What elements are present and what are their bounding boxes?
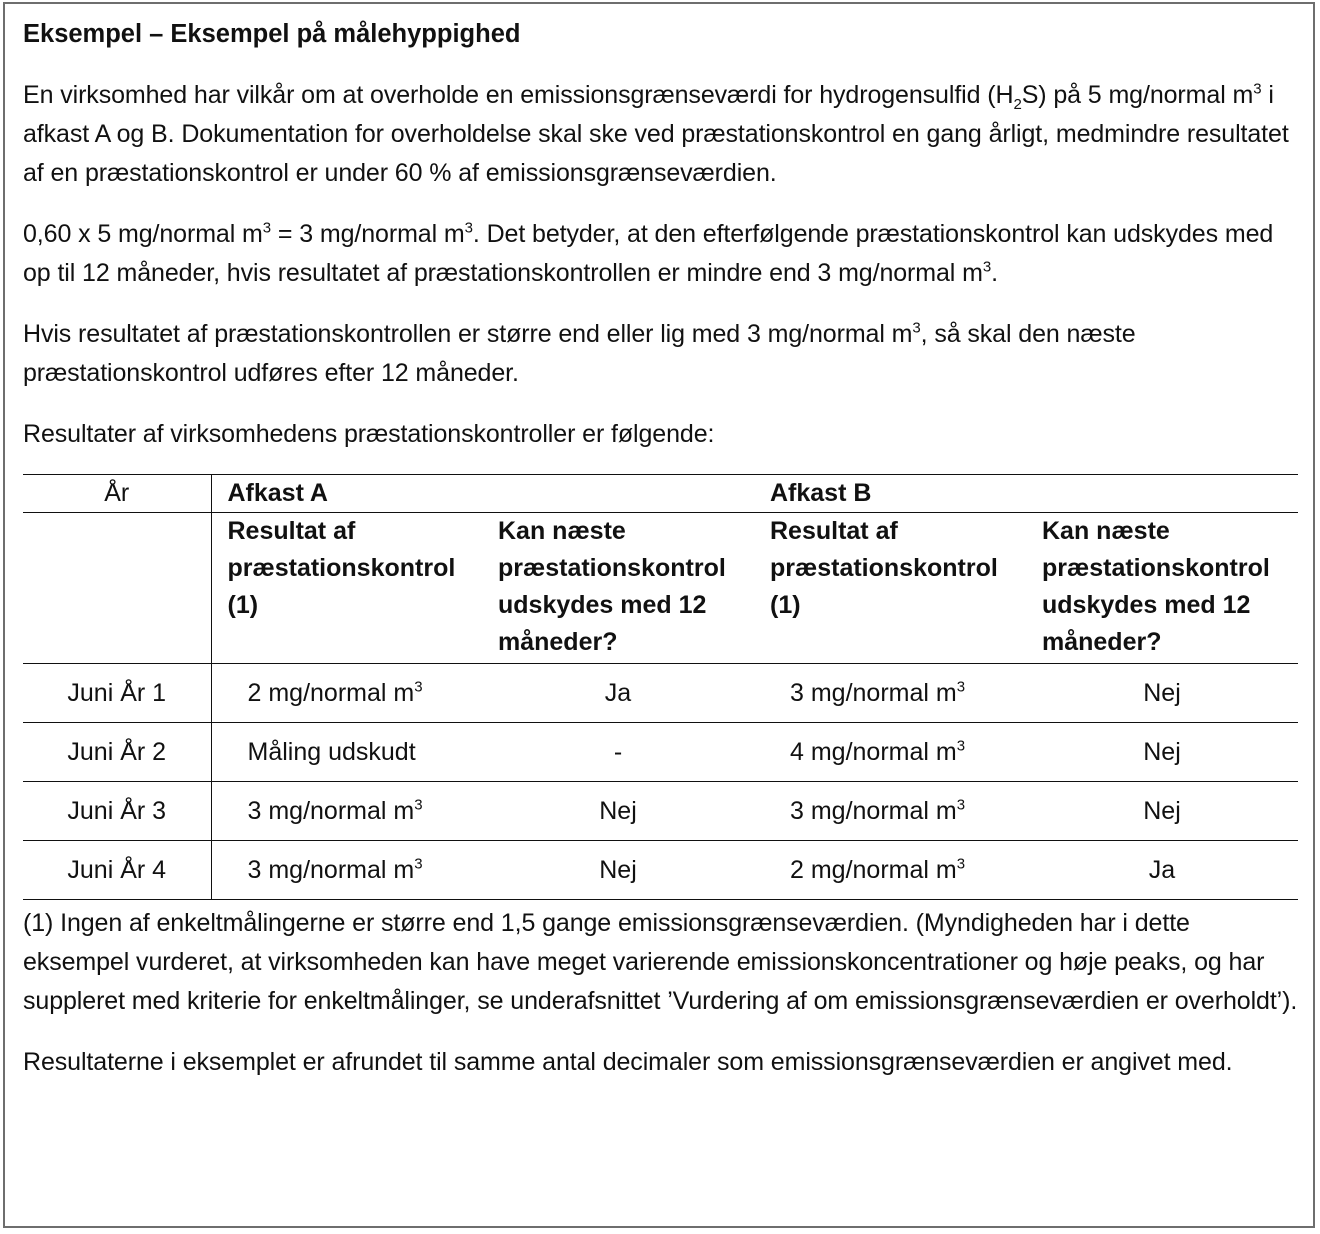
row-b-postpone: Ja bbox=[1026, 841, 1298, 900]
paragraph-intro: En virksomhed har vilkår om at overholde en emissionsgrænseværdi for hydrogensulfid $(H_2S)$ på 5 mg/normal $m^3$ i afkast A og B. Dokumentation for overholdelse skal ske ved præstationskontrol en gang årligt, medmindre resultatet af en præstationskontrol er under 60 % af emissionsgrænseværdien. bbox=[23, 80, 1289, 187]
paragraph-rule: Hvis resultatet af præstationskontrollen er større end eller lig med 3 mg/normal $m^3$, så skal den næste præstationskontrol udføres efter 12 måneder. bbox=[23, 319, 1136, 387]
subheader-b-postpone: Kan næste præstationskontrol udskydes med 12 måneder? bbox=[1026, 513, 1298, 664]
row-b-postpone: Nej bbox=[1026, 723, 1298, 782]
example-content bbox=[23, 14, 1298, 1104]
table-row bbox=[23, 841, 1298, 900]
row-year: Juni År 2 bbox=[23, 723, 211, 782]
subheader-b-result: Resultat af præstationskontrol (1) bbox=[754, 513, 1026, 664]
row-b-postpone: Nej bbox=[1026, 782, 1298, 841]
row-a-postpone: Nej bbox=[482, 841, 754, 900]
table-row bbox=[23, 664, 1298, 723]
row-b-postpone: Nej bbox=[1026, 664, 1298, 723]
row-b-result: 4 mg/normal $m^3$ bbox=[754, 723, 1026, 782]
table-row bbox=[23, 782, 1298, 841]
row-b-result: 3 mg/normal $m^3$ bbox=[754, 664, 1026, 723]
row-b-result: 2 mg/normal $m^3$ bbox=[754, 841, 1026, 900]
table-header-row bbox=[23, 475, 1298, 513]
example-box bbox=[3, 2, 1315, 1228]
paragraph-results-intro: Resultater af virksomhedens præstationskontroller er følgende: bbox=[23, 420, 715, 448]
row-a-result: 3 mg/normal $m^3$ bbox=[211, 841, 482, 900]
paragraph-rounding-note: Resultaterne i eksemplet er afrundet til samme antal decimaler som emissionsgrænseværdien er angivet med. bbox=[23, 1048, 1233, 1076]
header-afkast-b: Afkast B bbox=[754, 475, 1298, 513]
header-afkast-a: Afkast A bbox=[211, 475, 754, 513]
table-subheader-row bbox=[23, 513, 1298, 664]
table-footnote: (1) Ingen af enkeltmålingerne er større end 1,5 gange emissionsgrænseværdien. (Myndigheden har i dette eksempel vurderet, at virksomheden kan have meget varierende emissionskoncentrationer og høje peaks, og har suppleret med kriterie for enkeltmålinger, se underafsnittet ’Vurdering af om emissionsgrænseværdien er overholdt’). bbox=[23, 909, 1298, 1015]
row-year: Juni År 1 bbox=[23, 664, 211, 723]
subheader-a-postpone: Kan næste præstationskontrol udskydes med 12 måneder? bbox=[482, 513, 754, 664]
row-a-postpone: Ja bbox=[482, 664, 754, 723]
row-a-postpone: - bbox=[482, 723, 754, 782]
subheader-a-result: Resultat af præstationskontrol (1) bbox=[211, 513, 482, 664]
header-year: År bbox=[23, 475, 211, 513]
subheader-empty bbox=[23, 513, 211, 664]
row-a-postpone: Nej bbox=[482, 782, 754, 841]
row-year: Juni År 4 bbox=[23, 841, 211, 900]
row-a-result: 3 mg/normal $m^3$ bbox=[211, 782, 482, 841]
row-a-result: Måling udskudt bbox=[211, 723, 482, 782]
row-b-result: 3 mg/normal $m^3$ bbox=[754, 782, 1026, 841]
row-year: Juni År 3 bbox=[23, 782, 211, 841]
paragraph-calculation: 0,60 x 5 mg/normal $m^3 = 3$ mg/normal $m^3$. Det betyder, at den efterfølgende præstationskontrol kan udskydes med op til 12 måneder, hvis resultatet af præstationskontrollen er mindre end 3 mg/normal $m^3$. bbox=[23, 219, 1274, 287]
table-row bbox=[23, 723, 1298, 782]
row-a-result: 2 mg/normal $m^3$ bbox=[211, 664, 482, 723]
results-table bbox=[23, 474, 1298, 900]
example-title: Eksempel – Eksempel på målehyppighed bbox=[23, 20, 521, 48]
